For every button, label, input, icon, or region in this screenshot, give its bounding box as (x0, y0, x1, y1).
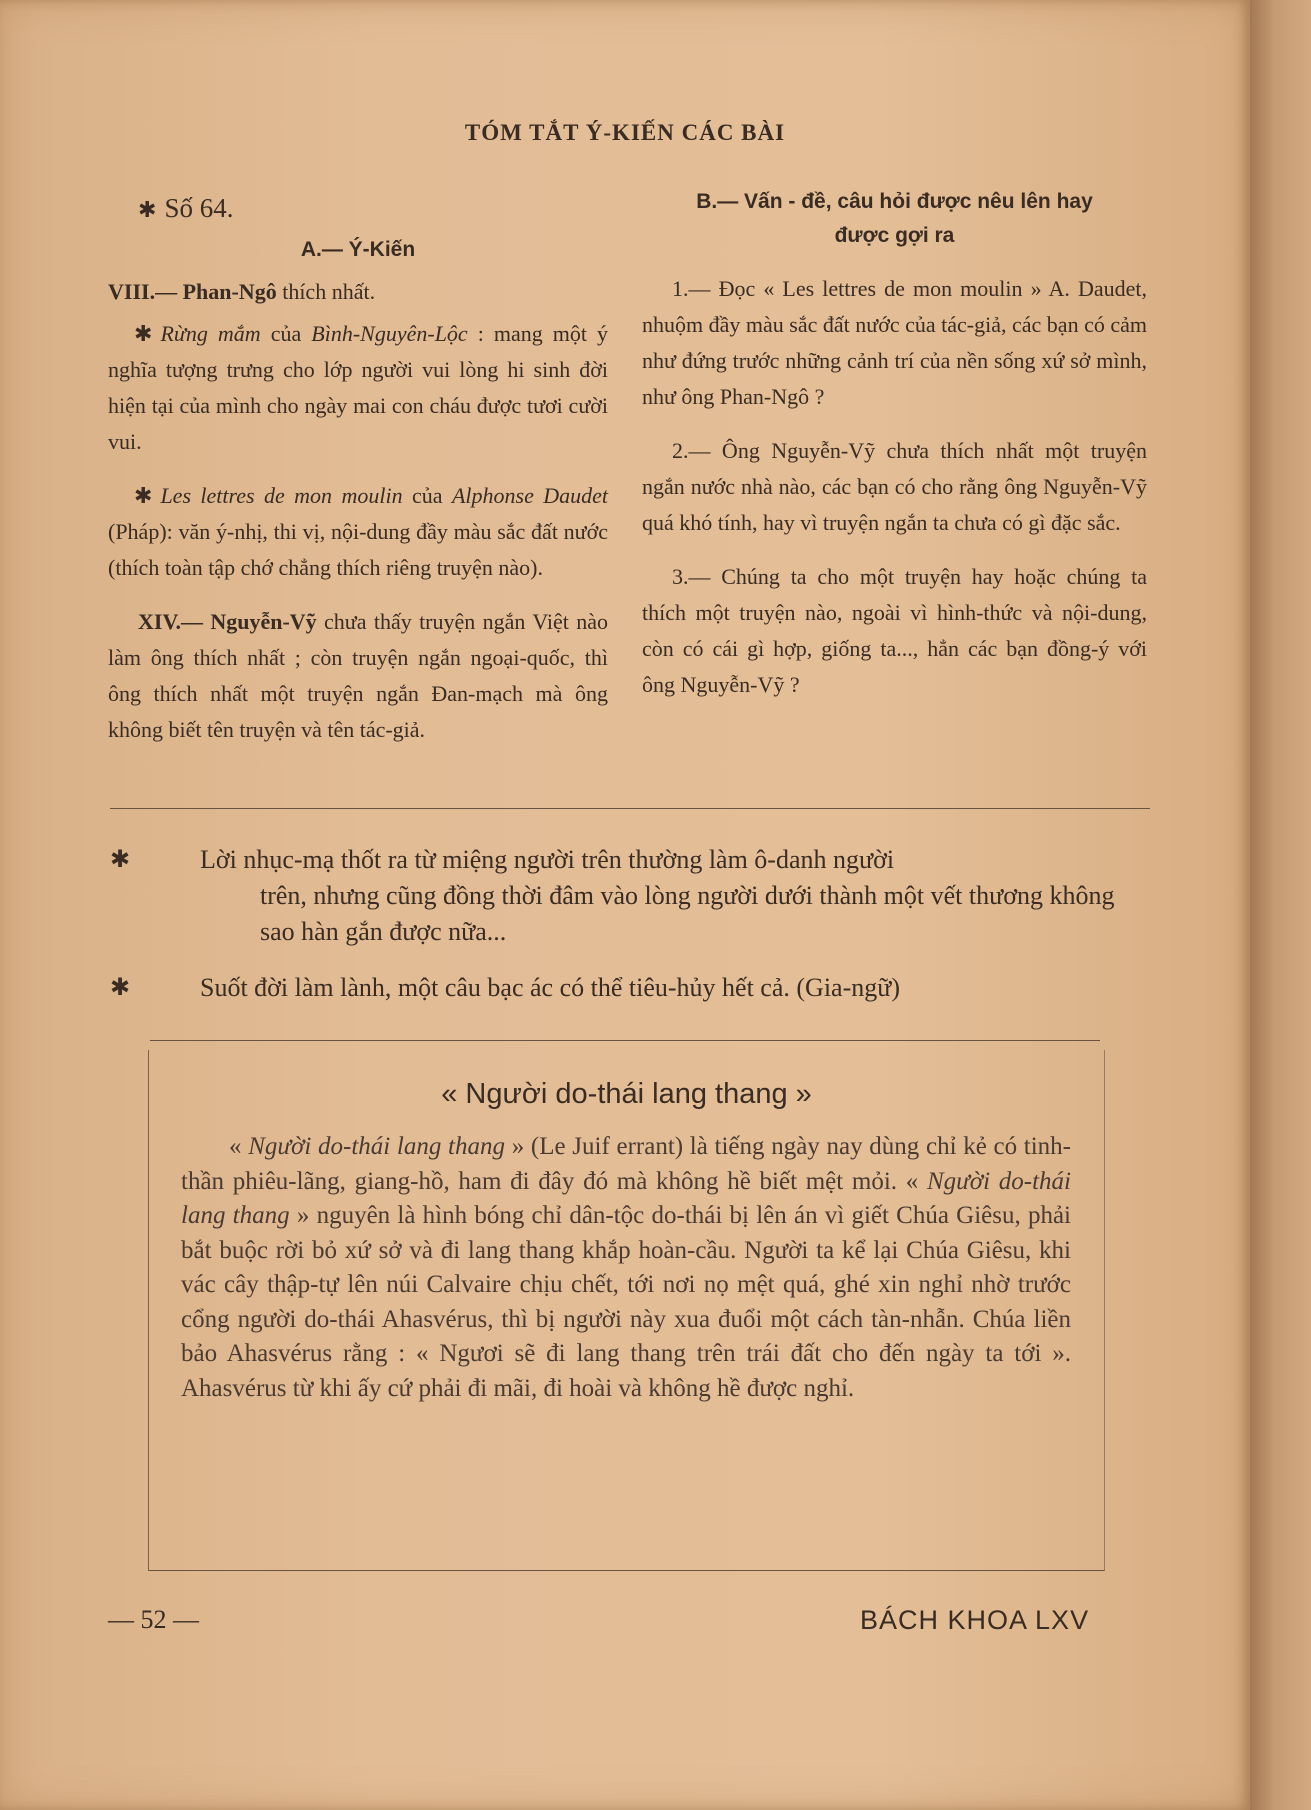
proverbs (110, 842, 1150, 1026)
asterisk-icon: ✱ (134, 321, 153, 346)
question-3: 3.— Chúng ta cho một truyện hay hoặc chúng ta thích một truyện nào, ngoài vì hình-thức và nội-dung, còn có cái gì hợp, giống ta..., hẳn các bạn đồng-ý với ông Nguyễn-Vỹ ? (642, 564, 1147, 697)
asterisk-icon: ✱ (134, 483, 153, 508)
left-column (108, 190, 608, 766)
entry-viii: VIII.— Phan-Ngô thích nhất. (108, 279, 376, 304)
page-header: TÓM TẮT Ý-KIẾN CÁC BÀI (464, 120, 786, 145)
sidebar-box (148, 1050, 1105, 1571)
box-title: « Người do-thái lang thang » (441, 1078, 812, 1110)
section-a-heading: A.— Ý-Kiến (300, 238, 416, 261)
proverb-1: ✱ Lời nhục-mạ thốt ra từ miệng người trên thường làm ô-danh người trên, nhưng cũng đồng thời đâm vào lòng người dưới thành một vết thương không sao hàn gắn được nữa... (110, 842, 1150, 950)
asterisk-icon: ✱ (138, 197, 157, 222)
issue-number: ✱ Số 64. (138, 193, 234, 223)
question-2: 2.— Ông Nguyễn-Vỹ chưa thích nhất một truyện ngắn nước nhà nào, các bạn có cho rằng ông Nguyễn-Vỹ quá khó tính, hay vì truyện ngắn ta chưa có gì đặc sắc. (642, 438, 1147, 535)
entry-rung-mam: ✱ Rừng mắm của Bình-Nguyên-Lộc : mang một ý nghĩa tượng trưng cho lớp người vui lòng hi sinh đời hiện tại của mình cho ngày mai con cháu được tươi cười vui. (108, 321, 609, 454)
right-column (642, 185, 1147, 721)
question-1: 1.— Đọc « Les lettres de mon moulin » A. Daudet, nhuộm đầy màu sắc đất nước của tác-giả, các bạn có cảm như đứng trước những cảnh trí của nền sống xứ sở mình, như ông Phan-Ngô ? (642, 276, 1147, 409)
page-edge (1250, 0, 1311, 1810)
divider (150, 1040, 1100, 1041)
box-body: « Người do-thái lang thang » (Le Juif errant) là tiếng ngày nay dùng chỉ kẻ có tinh-thần phiêu-lãng, giang-hồ, ham đi đây đó mà không hề biết mệt mỏi. « Người do-thái lang thang » nguyên là hình bóng chỉ dân-tộc do-thái bị lên án vì giết Chúa Giêsu, phải bắt buộc rời bỏ xứ sở và đi lang thang khắp hoàn-cầu. Người ta kể lại Chúa Giêsu, khi vác cây thập-tự lên núi Calvaire chịu chết, tới nơi nọ mệt quá, ghé xin nghỉ nhờ trước cổng người do-thái Ahasvérus, thì bị người này xua đuổi một cách tàn-nhẫn. Chúa liền bảo Ahasvérus rằng : « Ngươi sẽ đi lang thang trên trái đất cho đến ngày ta tới ». Ahasvérus từ khi ấy cứ phải đi mãi, đi hoài và không hề được nghỉ. (181, 1133, 1072, 1402)
journal-name: BÁCH KHOA LXV (860, 1605, 1090, 1635)
asterisk-icon: ✱ (110, 847, 131, 873)
section-b-heading: B.— Vấn - đề, câu hỏi được nêu lên hay được gợi ra (696, 190, 1093, 247)
entry-xiv: XIV.— Nguyễn-Vỹ chưa thấy truyện ngắn Việt nào làm ông thích nhất ; còn truyện ngắn ngoại-quốc, thì ông thích nhất một truyện ngắn Đan-mạch mà ông không biết tên truyện và tên tác-giả. (108, 609, 608, 742)
page-number: — 52 — (108, 1605, 199, 1634)
proverb-2: ✱ Suốt đời làm lành, một câu bạc ác có thể tiêu-hủy hết cả. (Gia-ngữ) (110, 970, 1150, 1006)
asterisk-icon: ✱ (110, 975, 131, 1001)
entry-les-lettres: ✱ Les lettres de mon moulin của Alphonse Daudet (Pháp): văn ý-nhị, thi vị, nội-dung đầy màu sắc đất nước (thích toàn tập chớ chẳng thích riêng truyện nào). (108, 483, 609, 580)
divider (110, 808, 1150, 809)
